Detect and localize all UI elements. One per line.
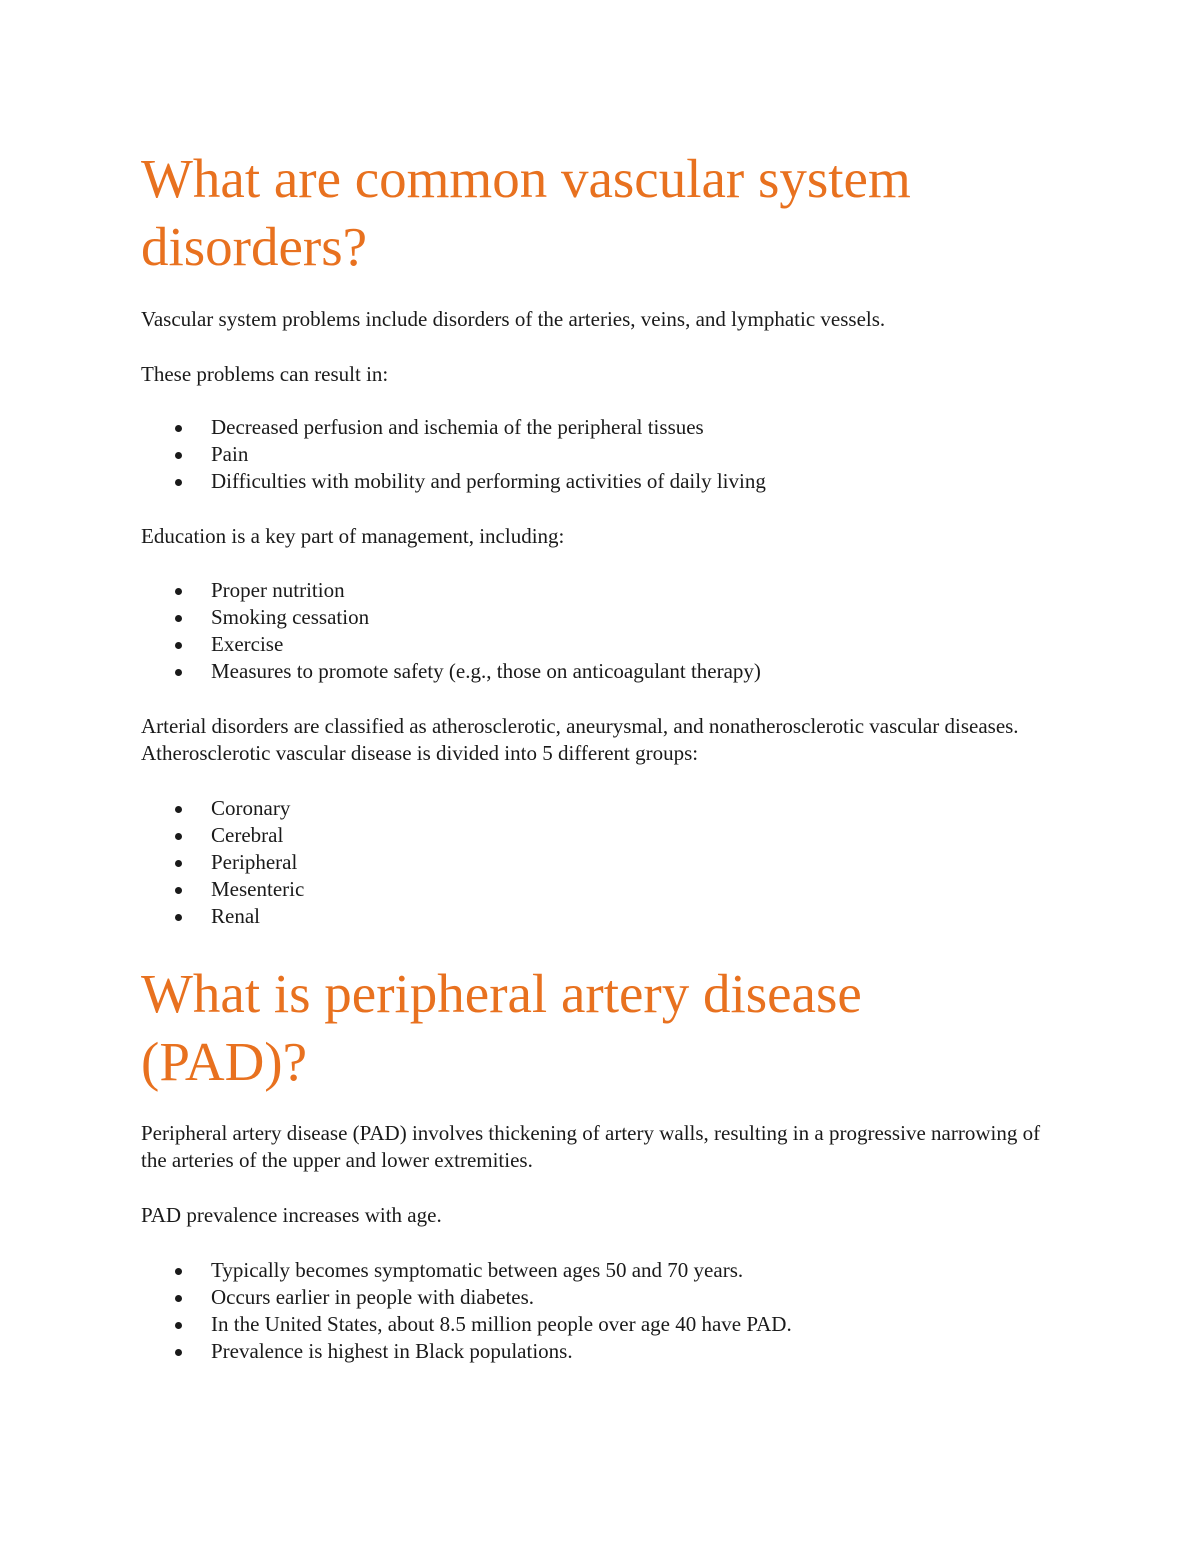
paragraph-education: Education is a key part of management, including: (141, 524, 565, 548)
list-item: Cerebral (141, 822, 1041, 849)
bullet-icon (175, 806, 182, 813)
list-item: Peripheral (141, 849, 1041, 876)
bullet-icon (175, 642, 182, 649)
list-prevalence (141, 1257, 1041, 1365)
bullet-icon (175, 1295, 182, 1302)
list-item: Renal (141, 903, 1041, 930)
list-groups (141, 795, 1041, 930)
bullet-icon (175, 452, 182, 459)
bullet-icon (175, 1322, 182, 1329)
heading-vascular-disorders: What are common vascular system disorders? (141, 148, 911, 277)
list-item: Exercise (141, 631, 1041, 658)
list-item: Occurs earlier in people with diabetes. (141, 1284, 1041, 1311)
paragraph-pad: Peripheral artery disease (PAD) involves thickening of artery walls, resulting in a progressive narrowing of the arteries of the upper and lower extremities. (141, 1121, 1041, 1172)
list-results (141, 414, 1041, 495)
list-item: Difficulties with mobility and performing activities of daily living (141, 468, 1041, 495)
list-item: Measures to promote safety (e.g., those on anticoagulant therapy) (141, 658, 1041, 685)
bullet-icon (175, 1349, 182, 1356)
list-education (141, 577, 1041, 685)
list-item: Coronary (141, 795, 1041, 822)
bullet-icon (175, 615, 182, 622)
paragraph-arterial: Arterial disorders are classified as atherosclerotic, aneurysmal, and nonatherosclerotic vascular diseases. Atherosclerotic vascular disease is divided into 5 different groups: (141, 714, 1019, 765)
list-item: Decreased perfusion and ischemia of the peripheral tissues (141, 414, 1041, 441)
bullet-icon (175, 860, 182, 867)
bullet-icon (175, 887, 182, 894)
paragraph-result: These problems can result in: (141, 362, 389, 386)
heading-pad: What is peripheral artery disease (PAD)? (141, 963, 862, 1092)
list-item: Typically becomes symptomatic between ages 50 and 70 years. (141, 1257, 1041, 1284)
list-item: In the United States, about 8.5 million people over age 40 have PAD. (141, 1311, 1041, 1338)
bullet-icon (175, 479, 182, 486)
paragraph-intro: Vascular system problems include disorders of the arteries, veins, and lymphatic vessels. (141, 307, 886, 331)
list-item: Prevalence is highest in Black populations. (141, 1338, 1041, 1365)
list-item: Proper nutrition (141, 577, 1041, 604)
bullet-icon (175, 833, 182, 840)
bullet-icon (175, 588, 182, 595)
bullet-icon (175, 914, 182, 921)
list-item: Mesenteric (141, 876, 1041, 903)
bullet-icon (175, 669, 182, 676)
bullet-icon (175, 425, 182, 432)
list-item: Pain (141, 441, 1041, 468)
paragraph-prevalence: PAD prevalence increases with age. (141, 1203, 442, 1227)
bullet-icon (175, 1268, 182, 1275)
list-item: Smoking cessation (141, 604, 1041, 631)
